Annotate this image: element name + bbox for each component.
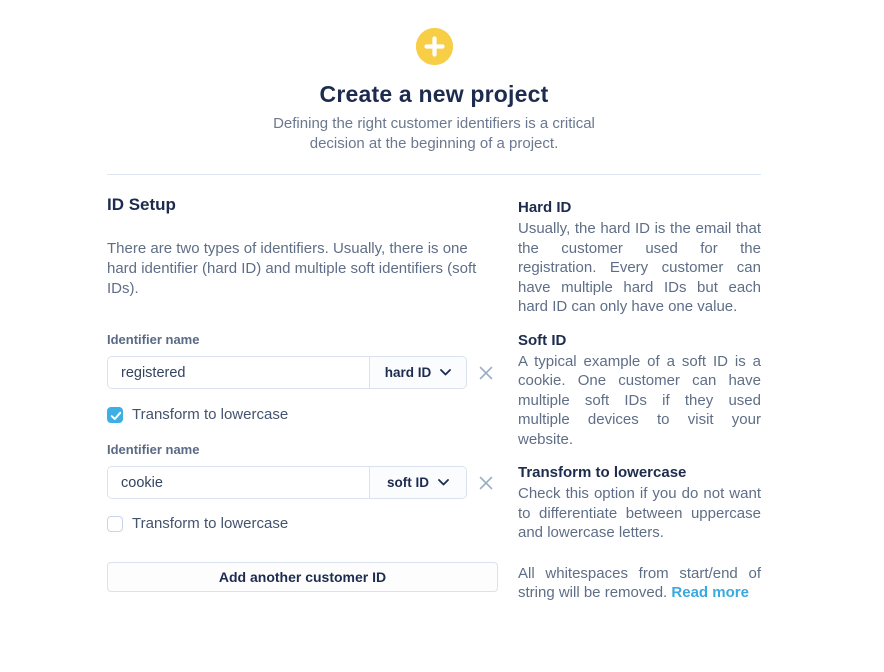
remove-identifier-button[interactable] xyxy=(476,363,496,383)
identifier-name-input[interactable] xyxy=(108,467,369,498)
help-title-hard-id: Hard ID xyxy=(518,199,572,216)
help-panel xyxy=(518,175,761,603)
transform-lowercase-row xyxy=(107,515,498,532)
id-type-value: hard ID xyxy=(384,365,432,380)
help-body-transform: Check this option if you do not want to differentiate between uppercase and lowercase letters. xyxy=(518,485,761,541)
read-more-link[interactable]: Read more xyxy=(671,584,749,601)
add-customer-id-button[interactable]: Add another customer ID xyxy=(107,562,498,592)
identifier-input-group xyxy=(107,466,467,499)
help-title-soft-id: Soft ID xyxy=(518,331,567,349)
transform-lowercase-label[interactable]: Transform to lowercase xyxy=(132,406,289,423)
identifier-name-label: Identifier name xyxy=(107,332,200,347)
identifier-input-group xyxy=(107,356,467,389)
identifier-row xyxy=(107,466,498,499)
transform-lowercase-label[interactable]: Transform to lowercase xyxy=(132,515,289,532)
transform-lowercase-checkbox[interactable] xyxy=(107,407,123,423)
transform-lowercase-row xyxy=(107,406,498,423)
check-icon xyxy=(108,408,124,424)
id-type-select[interactable] xyxy=(369,467,466,498)
remove-icon xyxy=(479,476,493,490)
page-subtitle: Defining the right customer identifiers is a critical decision at the beginning of a project. xyxy=(273,115,595,152)
identifier-row xyxy=(107,356,498,389)
help-footer-text: All whitespaces from start/end of string will be removed. xyxy=(518,564,761,601)
id-setup-description: There are two types of identifiers. Usually, there is one hard identifier (hard ID) and multiple soft identifiers (soft IDs). xyxy=(107,240,477,297)
plus-icon xyxy=(416,28,453,65)
id-setup-title: ID Setup xyxy=(107,195,176,214)
remove-icon xyxy=(479,366,493,380)
identifier-name-input[interactable] xyxy=(108,357,369,388)
help-footer xyxy=(518,564,761,603)
identifier-name-label: Identifier name xyxy=(107,442,200,457)
id-setup-section xyxy=(107,175,498,603)
help-body-hard-id: Usually, the hard ID is the email that the customer used for the registration. Every customer can have multiple hard IDs but each hard ID can only have one value. xyxy=(518,220,761,315)
page-title: Create a new project xyxy=(319,81,549,107)
help-title-transform: Transform to lowercase xyxy=(518,464,687,481)
transform-lowercase-checkbox[interactable] xyxy=(107,516,123,532)
id-type-value: soft ID xyxy=(387,475,429,490)
chevron-down-icon xyxy=(440,369,451,376)
remove-identifier-button[interactable] xyxy=(476,473,496,493)
page-header xyxy=(107,0,761,153)
create-project-page xyxy=(107,0,761,603)
id-type-select[interactable] xyxy=(369,357,466,388)
help-body-soft-id: A typical example of a soft ID is a cookie. One customer can have multiple soft IDs if they used multiple devices to visit your website. xyxy=(518,352,761,448)
chevron-down-icon xyxy=(438,479,449,486)
